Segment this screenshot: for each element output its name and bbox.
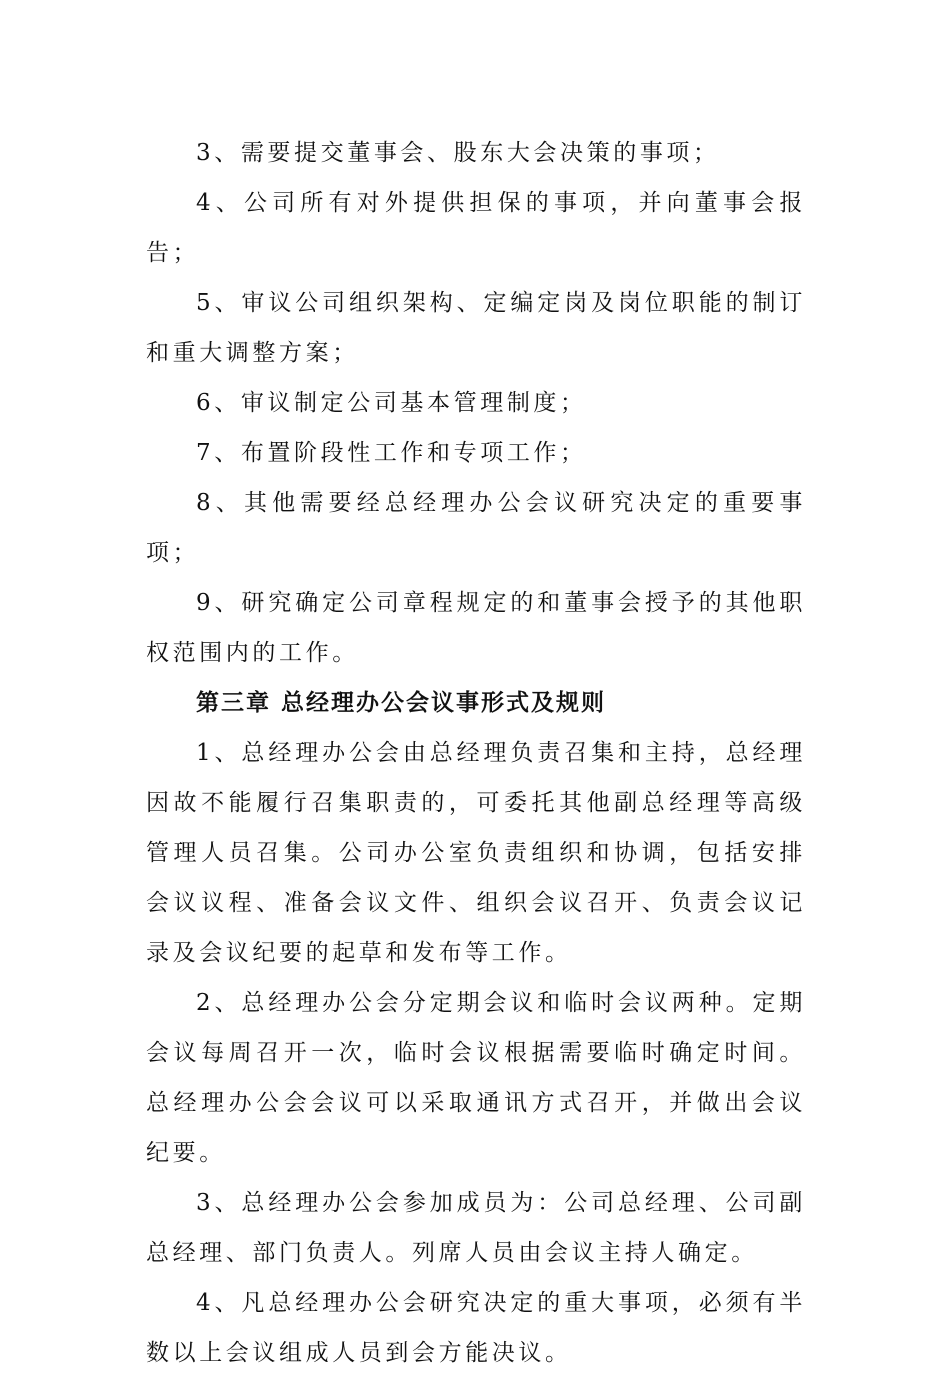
item-5-paragraph: 5、审议公司组织架构、定编定岗及岗位职能的制订和重大调整方案；: [146, 290, 806, 366]
item-3-paragraph: 3、需要提交董事会、股东大会决策的事项；: [196, 140, 720, 166]
item-6-paragraph: 6、审议制定公司基本管理制度；: [196, 390, 587, 416]
item-4-paragraph: 4、公司所有对外提供担保的事项，并向董事会报告；: [146, 190, 806, 266]
rule-4-paragraph: 4、凡总经理办公会研究决定的重大事项，必须有半数以上会议组成人员到会方能决议。: [146, 1290, 806, 1366]
rule-3-paragraph: 3、总经理办公会参加成员为：公司总经理、公司副总经理、部门负责人。列席人员由会议主持人确定。: [146, 1190, 806, 1266]
document-body: [146, 128, 806, 1378]
chapter-heading: 第三章 总经理办公会议事形式及规则: [196, 690, 607, 716]
item-7-paragraph: 7、布置阶段性工作和专项工作；: [196, 440, 587, 466]
item-8-paragraph: 8、其他需要经总经理办公会议研究决定的重要事项；: [146, 490, 806, 566]
item-9-paragraph: 9、研究确定公司章程规定的和董事会授予的其他职权范围内的工作。: [146, 590, 806, 666]
rule-1-paragraph: 1、总经理办公会由总经理负责召集和主持，总经理因故不能履行召集职责的，可委托其他副总经理等高级管理人员召集。公司办公室负责组织和协调，包括安排会议议程、准备会议文件、组织会议召开、负责会议记录及会议纪要的起草和发布等工作。: [146, 740, 806, 966]
rule-2-paragraph: 2、总经理办公会分定期会议和临时会议两种。定期会议每周召开一次，临时会议根据需要临时确定时间。总经理办公会会议可以采取通讯方式召开，并做出会议纪要。: [146, 990, 806, 1166]
